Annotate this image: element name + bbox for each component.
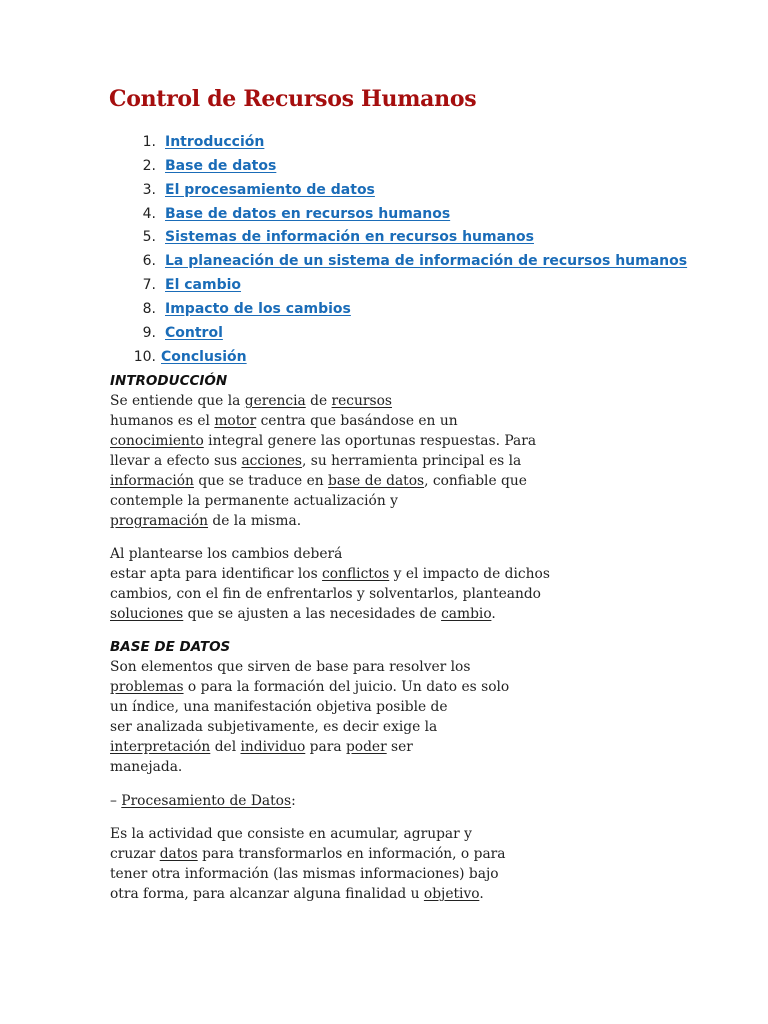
link-interpretacion[interactable]: interpretación (110, 739, 211, 755)
toc-item (109, 131, 687, 155)
toc-link-planeacion[interactable]: La planeación de un sistema de información de recursos humanos (165, 253, 688, 270)
toc-link-base-datos-rrhh[interactable]: Base de datos en recursos humanos (165, 205, 451, 222)
intro-paragraph-1: Se entiende que la gerencia de recursos humanos es el motor centra que basándose en un conocimiento integral genere las oportunas respuestas. Para llevar a efecto sus acciones, su herramienta principal es la información que se traduce en base de datos, confiable que contemple la permanente actualización y programación de la misma. (110, 393, 537, 529)
toc-link-el-cambio[interactable]: El cambio (165, 277, 242, 294)
intro-paragraph-2: Al plantearse los cambios deberá estar apta para identificar los conflictos y el impacto de dichos cambios, con el fin de enfrentarlos y solventarlos, planteando soluciones que se ajusten a las necesidades de cambio. (110, 546, 550, 622)
toc-link-base-de-datos[interactable]: Base de datos (165, 157, 277, 174)
link-datos[interactable]: datos (159, 846, 198, 862)
toc-number: 5. (142, 229, 156, 246)
toc-link-impacto[interactable]: Impacto de los cambios (165, 300, 351, 317)
toc-link-introduccion[interactable]: Introducción (165, 134, 265, 150)
toc-number: 3. (142, 181, 156, 198)
base-paragraph-3: Es la actividad que consiste en acumular, agrupar y cruzar datos para transformarlos en información, o para tener otra información (las mismas informaciones) bajo otra forma, para alcanzar alguna finalidad u objetivo. (110, 826, 506, 902)
section-heading-introduccion: INTRODUCCIÓN (110, 373, 228, 389)
toc-item (109, 203, 687, 227)
intro-section (110, 371, 550, 531)
toc-item (109, 346, 687, 370)
link-individuo[interactable]: individuo (240, 739, 306, 755)
toc-item (109, 226, 687, 250)
toc-item (109, 298, 687, 322)
toc-link-sistemas-informacion[interactable]: Sistemas de información en recursos humanos (165, 229, 534, 246)
link-gerencia[interactable]: gerencia (244, 393, 306, 409)
section-heading-base-de-datos: BASE DE DATOS (110, 639, 231, 655)
toc-link-procesamiento[interactable]: El procesamiento de datos (165, 181, 375, 198)
toc-item (109, 155, 687, 179)
toc-number: 2. (142, 157, 156, 174)
toc-number: 1. (142, 134, 156, 150)
link-base-de-datos[interactable]: base de datos (328, 473, 425, 489)
link-conflictos[interactable]: conflictos (322, 566, 390, 582)
toc-number: 10. (133, 348, 156, 365)
link-motor[interactable]: motor (214, 413, 257, 429)
link-conocimiento[interactable]: conocimiento (110, 433, 204, 449)
toc-link-control[interactable]: Control (165, 324, 223, 341)
link-poder[interactable]: poder (345, 739, 387, 755)
page-title: Control de Recursos Humanos (109, 86, 477, 112)
toc-item (109, 322, 687, 346)
base-datos-section (110, 637, 550, 777)
link-recursos[interactable]: recursos (331, 393, 392, 409)
toc-item (109, 250, 687, 274)
link-acciones[interactable]: acciones (241, 453, 302, 469)
link-cambio[interactable]: cambio (441, 606, 492, 622)
toc-number: 6. (142, 253, 156, 270)
toc-number: 4. (142, 205, 156, 222)
toc-number: 8. (142, 300, 156, 317)
toc-item (109, 274, 687, 298)
link-procesamiento-de-datos[interactable]: Procesamiento de Datos (121, 793, 292, 809)
link-problemas[interactable]: problemas (110, 679, 184, 695)
procesamiento-subheading: – Procesamiento de Datos: (110, 793, 296, 809)
link-programacion[interactable]: programación (110, 513, 209, 529)
toc-link-conclusion[interactable]: Conclusión (161, 348, 247, 365)
link-informacion[interactable]: información (110, 473, 194, 489)
base-paragraph-1: Son elementos que sirven de base para resolver los problemas o para la formación del juicio. Un dato es solo un índice, una manifestación objetiva posible de ser analizada subjetivamente, es decir exige la interpretación del individuo para poder ser manejada. (110, 659, 510, 775)
link-objetivo[interactable]: objetivo (423, 886, 480, 902)
toc-number: 9. (142, 324, 156, 341)
table-of-contents (109, 131, 687, 369)
link-soluciones[interactable]: soluciones (110, 606, 184, 622)
toc-number: 7. (142, 277, 156, 294)
toc-item (109, 179, 687, 203)
